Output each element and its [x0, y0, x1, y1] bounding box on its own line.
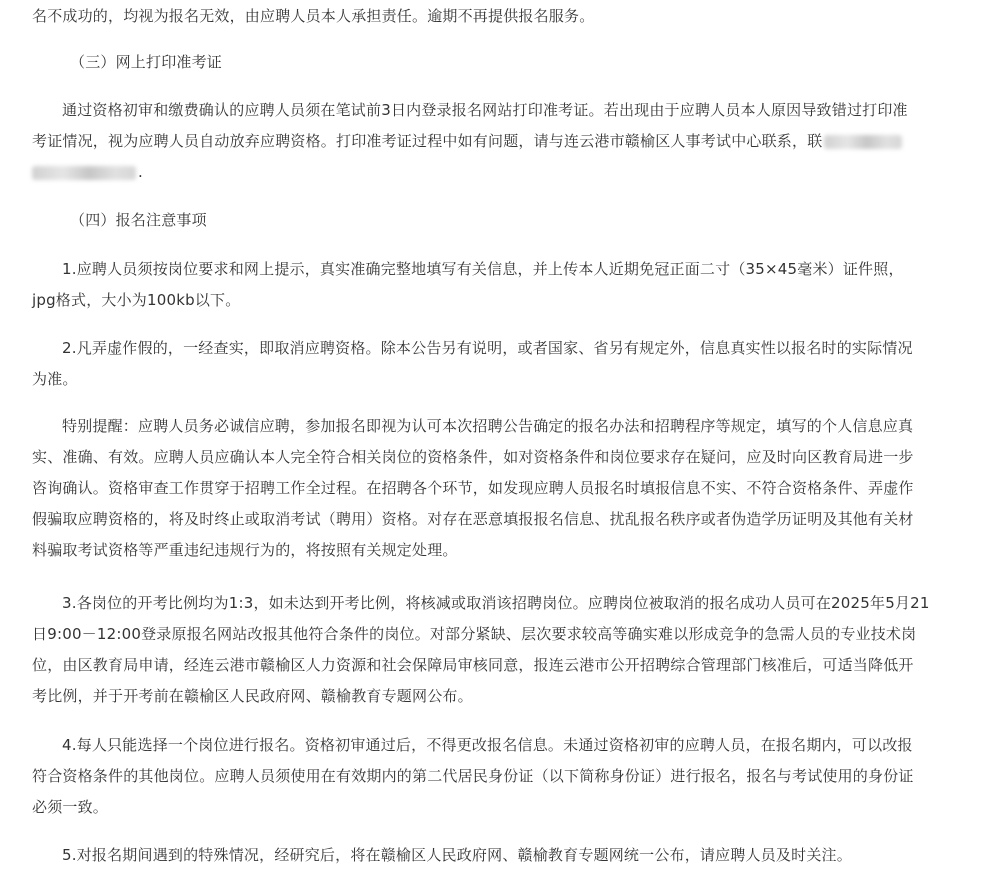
paragraph-line: [32, 131, 902, 151]
paragraph-line: 符合资格条件的其他岗位。应聘人员须使用在有效期内的第二代居民身份证（以下简称身份证）进行报名，报名与考试使用的身份证: [32, 767, 914, 785]
paragraph-line: 考比例，并于开考前在赣榆区人民政府网、赣榆教育专题网公布。: [32, 687, 473, 705]
paragraph-line: 3.各岗位的开考比例均为1:3，如未达到开考比例，将核减或取消该招聘岗位。应聘岗位被取消的报名成功人员可在2025年5月21: [62, 594, 930, 612]
paragraph-line: 4.每人只能选择一个岗位进行报名。资格初审通过后，不得更改报名信息。未通过资格初审的应聘人员，在报名期内，可以改报: [62, 736, 913, 754]
section-heading: （四）报名注意事项: [70, 211, 207, 229]
paragraph-line: 名不成功的，均视为报名无效，由应聘人员本人承担责任。逾期不再提供报名服务。: [32, 7, 595, 25]
paragraph-line: 位，由区教育局申请，经连云港市赣榆区人力资源和社会保障局审核同意，报连云港市公开招聘综合管理部门核准后，可适当降低开: [32, 656, 914, 674]
paragraph-line: 2.凡弄虚作假的，一经查实，即取消应聘资格。除本公告另有说明，或者国家、省另有规定外，信息真实性以报名时的实际情况: [62, 339, 913, 357]
paragraph-line: 料骗取考试资格等严重违纪违规行为的，将按照有关规定处理。: [32, 541, 458, 559]
paragraph-line: 日9:00－12:00登录原报名网站改报其他符合条件的岗位。对部分紧缺、层次要求较高等确实难以形成竞争的急需人员的专业技术岗: [32, 625, 917, 643]
paragraph-text: .: [138, 163, 143, 181]
paragraph-line: 咨询确认。资格审查工作贯穿于招聘工作全过程。在招聘各个环节，如发现应聘人员报名时填报信息不实、不符合资格条件、弄虚作: [32, 479, 914, 497]
paragraph-line: 5.对报名期间遇到的特殊情况，经研究后，将在赣榆区人民政府网、赣榆教育专题网统一公布，请应聘人员及时关注。: [62, 846, 852, 864]
paragraph-line: 通过资格初审和缴费确认的应聘人员须在笔试前3日内登录报名网站打印准考证。若出现由于应聘人员本人原因导致错过打印准: [62, 101, 908, 119]
paragraph-line: [32, 162, 143, 182]
paragraph-line: 假骗取应聘资格的，将及时终止或取消考试（聘用）资格。对存在恶意填报报名信息、扰乱报名秩序或者伪造学历证明及其他有关材: [32, 510, 914, 528]
paragraph-line: 特别提醒：应聘人员务必诚信应聘，参加报名即视为认可本次招聘公告确定的报名办法和招聘程序等规定，填写的个人信息应真: [62, 417, 914, 435]
paragraph-line: jpg格式，大小为100kb以下。: [32, 291, 241, 309]
redacted-contact: [824, 135, 902, 149]
paragraph-text: 考证情况，视为应聘人员自动放弃应聘资格。打印准考证过程中如有问题，请与连云港市赣榆区人事考试中心联系，联: [32, 132, 823, 150]
paragraph-line: 1.应聘人员须按岗位要求和网上提示，真实准确完整地填写有关信息，并上传本人近期免冠正面二寸（35×45毫米）证件照，: [62, 260, 904, 278]
redacted-contact: [32, 166, 136, 180]
section-heading: （三）网上打印准考证: [70, 53, 223, 71]
paragraph-line: 必须一致。: [32, 798, 109, 816]
paragraph-line: 实、准确、有效。应聘人员应确认本人完全符合相关岗位的资格条件，如对资格条件和岗位要求存在疑问，应及时向区教育局进一步: [32, 448, 914, 466]
paragraph-line: 为准。: [32, 370, 78, 388]
